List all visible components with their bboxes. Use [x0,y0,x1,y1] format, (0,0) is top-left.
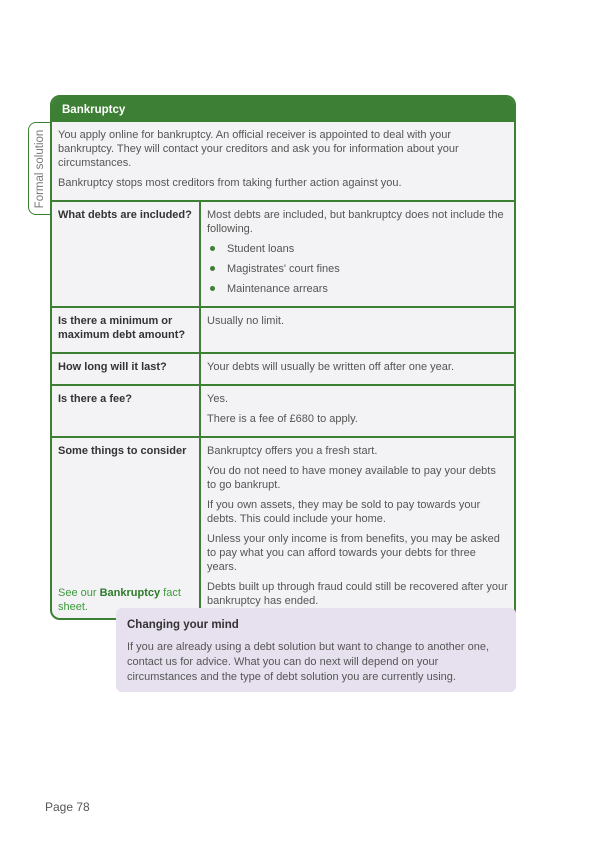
answer-text: Usually no limit. [207,315,285,327]
callout-body: If you are already using a debt solution but want to change to another one, contact us for advice. What you can do next will depend on your circumstances and the type of debt solution you are currently using. [127,641,490,683]
question-text: Some things to consider [58,445,187,457]
table-row [52,438,514,618]
intro-paragraph: Bankruptcy stops most creditors from taking further action against you. [58,177,402,189]
bankruptcy-factsheet-link[interactable]: Bankruptcy [99,587,161,599]
row-question: What debts are included? [52,202,201,306]
table-row [52,202,514,308]
list-item [207,262,508,276]
list-item [207,242,508,256]
page-number: Page 78 [45,800,90,814]
row-question [52,438,201,618]
callout-title: Changing your mind [127,619,239,631]
list-item-text: Maintenance arrears [227,283,328,295]
list-item-text: Student loans [227,243,295,255]
row-answer [201,386,514,436]
answer-text: Your debts will usually be written off after one year. [207,361,455,373]
answer-text: There is a fee of £680 to apply. [207,413,358,425]
answer-text: If you own assets, they may be sold to pay towards your debts. This could include your home. [207,499,481,525]
row-answer [201,354,514,384]
bullet-icon [210,246,215,251]
row-answer [201,308,514,352]
answer-text: You do not need to have money available to pay your debts to go bankrupt. [207,465,496,491]
bankruptcy-card [50,95,516,620]
answer-text: Bankruptcy offers you a fresh start. [207,445,378,457]
list-item [207,282,508,296]
table-row [52,308,514,354]
table-row [52,354,514,386]
intro-paragraph: You apply online for bankruptcy. An official receiver is appointed to deal with your bankruptcy. They will contact your creditors and ask you for information about your circumstances. [58,129,459,169]
row-question: Is there a fee? [52,386,201,436]
table-row [52,386,514,438]
row-question: How long will it last? [52,354,201,384]
row-answer [201,202,514,306]
card-title: Bankruptcy [52,97,514,122]
bullet-icon [210,266,215,271]
list-item-text: Magistrates' court fines [227,263,340,275]
answer-text: Debts built up through fraud could still be recovered after your bankruptcy has ended. [207,581,508,607]
answer-text: Yes. [207,393,229,405]
side-tab-label: Formal solution [33,129,46,208]
row-answer [201,438,514,618]
row-question: Is there a minimum or maximum debt amount? [52,308,201,352]
answer-text: Most debts are included, but bankruptcy does not include the following. [207,209,504,235]
answer-text: Unless your only income is from benefits, you may be asked to pay what you can afford towards your debts for three years. [207,533,500,573]
excluded-debts-list [207,242,508,296]
factsheet-prefix: See our [58,587,100,599]
factsheet-suffix: fact sheet. [58,587,181,613]
changing-your-mind-callout [116,608,516,692]
bullet-icon [210,286,215,291]
card-intro [52,122,514,202]
formal-solution-tab [28,122,50,215]
